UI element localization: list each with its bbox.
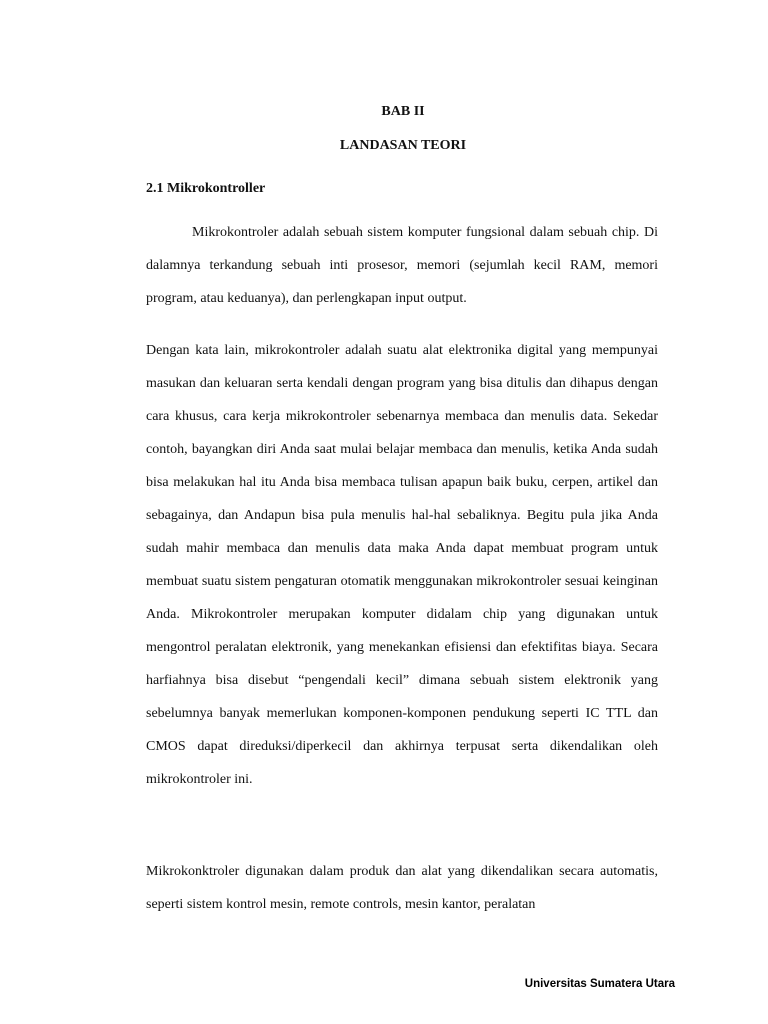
- paragraph: Mikrokontroler adalah sebuah sistem komputer fungsional dalam sebuah chip. Di dalamnya terkandung sebuah inti prosesor, memori (sejumlah kecil RAM, memori program, atau keduanya), dan perlengkapan input output.: [146, 225, 658, 306]
- section-heading: 2.1 Mikrokontroller: [146, 181, 266, 196]
- page-footer: Universitas Sumatera Utara: [524, 978, 675, 990]
- paragraph: Dengan kata lain, mikrokontroler adalah suatu alat elektronika digital yang mempunyai masukan dan keluaran serta kendali dengan program yang bisa ditulis dan dihapus dengan cara khusus, cara kerja mikrokontroler sebenarnya membaca dan menulis data. Sekedar contoh, bayangkan diri Anda saat mulai belajar membaca dan menulis, ketika Anda sudah bisa melakukan hal itu Anda bisa membaca tulisan apapun baik buku, cerpen, artikel dan sebagainya, dan Andapun bisa pula menulis hal-hal sebaliknya. Begitu pula jika Anda sudah mahir membaca dan menulis data maka Anda dapat membuat program untuk membuat suatu sistem pengaturan otomatik menggunakan mikrokontroler sesuai keinginan Anda. Mikrokontroler merupakan komputer didalam chip yang digunakan untuk mengontrol peralatan elektronik, yang menekankan efisiensi dan efektifitas biaya. Secara harfiahnya bisa disebut “pengendali kecil” dimana sebuah sistem elektronik yang sebelumnya banyak memerlukan komponen-komponen pendukung seperti IC TTL dan CMOS dapat direduksi/diperkecil dan akhirnya terpusat serta dikendalikan oleh mikrokontroler ini.: [146, 343, 658, 787]
- chapter-title: LANDASAN TEORI: [339, 138, 467, 153]
- paragraph: Mikrokonktroler digunakan dalam produk dan alat yang dikendalikan secara automatis, seperti sistem kontrol mesin, remote controls, mesin kantor, peralatan: [146, 864, 658, 912]
- chapter-number: BAB II: [381, 104, 425, 119]
